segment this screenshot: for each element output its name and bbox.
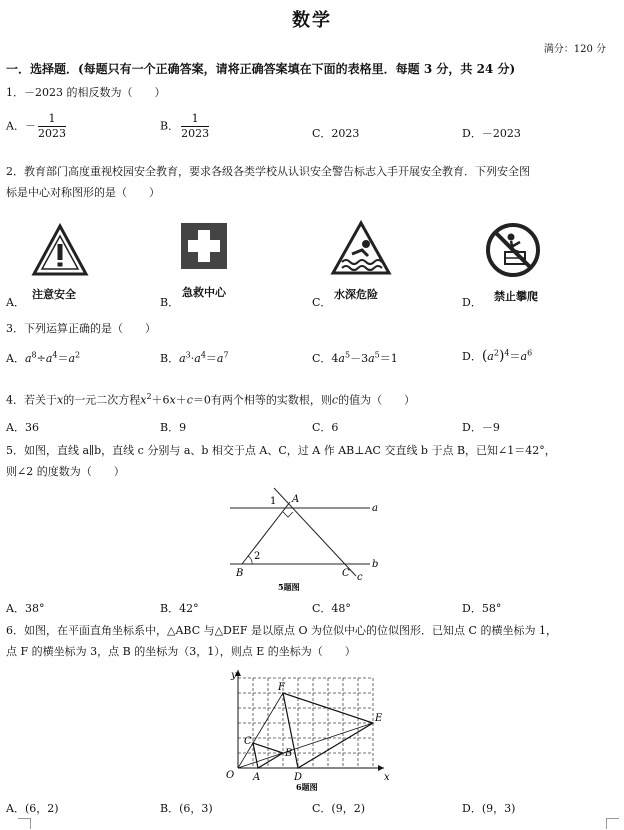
q1-option-b bbox=[160, 112, 209, 141]
q5-figure-caption: 5题图 bbox=[278, 582, 300, 592]
q6-option-a: A．(6，2) bbox=[6, 802, 59, 815]
q1-a-num: 1 bbox=[38, 112, 66, 127]
q3-option-a: A．$a^8\div a^4=a^2$ bbox=[6, 350, 81, 365]
first-aid-sign-icon bbox=[180, 222, 228, 270]
q6-option-d: D．(9，3) bbox=[462, 802, 516, 815]
q6-fig-point-e: E bbox=[375, 713, 383, 724]
q5-option-a: A．38° bbox=[6, 602, 45, 615]
caution-sign-icon bbox=[30, 222, 90, 278]
q1-option-c: C．2023 bbox=[312, 127, 360, 140]
q2-d-label: D． bbox=[462, 296, 482, 309]
no-climbing-sign-icon bbox=[485, 222, 541, 278]
q4-option-a: A．36 bbox=[6, 421, 39, 434]
section-heading: 一．选择题．(每题只有一个正确答案，请将正确答案填在下面的表格里．每题 3 分，共 24 分) bbox=[6, 62, 516, 76]
q6-option-c: C．(9，2) bbox=[312, 802, 365, 815]
q1-a-fraction bbox=[38, 112, 66, 141]
q4-option-b: B．9 bbox=[160, 421, 187, 434]
q3-option-b: B．$a^3\cdot a^4=a^7$ bbox=[160, 350, 229, 365]
q5-option-c: C．48° bbox=[312, 602, 351, 615]
q3-a-label: A． bbox=[6, 352, 25, 365]
q2-stem-line2: 标是中心对称图形的是（ ） bbox=[6, 186, 160, 199]
q5-option-d: D．58° bbox=[462, 602, 502, 615]
q1-a-prefix: － bbox=[24, 119, 36, 133]
q3-b-label: B． bbox=[160, 352, 180, 365]
q5-fig-point-c: C bbox=[342, 568, 350, 579]
q1-b-label: B． bbox=[160, 119, 180, 133]
q5-figure bbox=[220, 486, 390, 594]
q4-stem-b: 的一元二次方程 bbox=[63, 393, 141, 407]
q2-stem-line1: 2．教育部门高度重视校园安全教育，要求各级各类学校从认识安全警告标志入手开展安全教育．下列安全图 bbox=[6, 165, 530, 178]
q6-option-b: B．(6，3) bbox=[160, 802, 213, 815]
q2-b-label: B． bbox=[160, 296, 180, 309]
q4-stem-d: 的值为（ ） bbox=[338, 393, 416, 407]
q5-option-b: B．42° bbox=[160, 602, 199, 615]
q6-figure-caption: 6题图 bbox=[296, 782, 318, 792]
q5-stem-line1: 5．如图，直线 a∥b，直线 c 分别与 a、b 相交于点 A、C，过 A 作 AB⊥AC 交直线 b 于点 B，已知∠1＝42°， bbox=[6, 444, 556, 457]
q4-option-d: D．－9 bbox=[462, 421, 500, 434]
q6-stem-line1: 6．如图，在平面直角坐标系中，△ABC 与△DEF 是以原点 O 为位似中心的位似图形．已知点 C 的横坐标为 1， bbox=[6, 624, 557, 637]
q5-fig-angle-2: 2 bbox=[254, 551, 261, 562]
q5-fig-line-a: a bbox=[372, 503, 378, 514]
q5-fig-point-a: A bbox=[292, 494, 300, 505]
q3-option-c: C．$4a^5-3a^5=1$ bbox=[312, 350, 398, 365]
q1-b-fraction bbox=[181, 112, 209, 141]
deep-water-sign-icon bbox=[330, 220, 392, 276]
q6-fig-point-a: A bbox=[253, 772, 261, 783]
q4-option-c: C．6 bbox=[312, 421, 339, 434]
q4-stem-c: 有两个相等的实数根，则 bbox=[210, 393, 332, 407]
q2-d-caption: 禁止攀爬 bbox=[494, 290, 538, 303]
full-score: 满分：120 分 bbox=[543, 44, 606, 55]
q4-stem: 4．若关于x的一元二次方程$x^2+6x+c=0$有两个相等的实数根，则c的值为（ ） bbox=[6, 392, 416, 407]
q1-option-a bbox=[6, 112, 66, 141]
q3-stem: 3．下列运算正确的是（ ） bbox=[6, 322, 156, 335]
q2-b-caption: 急救中心 bbox=[182, 286, 226, 299]
page-title: 数学 bbox=[292, 10, 332, 31]
q1-b-den: 2023 bbox=[181, 127, 210, 140]
q6-fig-point-c: C bbox=[244, 736, 252, 747]
q6-fig-origin: O bbox=[226, 770, 235, 781]
q4-stem-a: 4．若关于 bbox=[6, 393, 57, 407]
q6-fig-point-d: D bbox=[294, 772, 303, 783]
q6-fig-axis-y: y bbox=[231, 670, 237, 681]
q5-fig-line-b: b bbox=[372, 559, 379, 570]
q3-c-label: C． bbox=[312, 352, 332, 365]
q5-fig-line-c: c bbox=[357, 572, 363, 583]
q1-a-label: A． bbox=[6, 119, 25, 133]
q2-c-label: C． bbox=[312, 296, 332, 309]
q3-d-label: D． bbox=[462, 350, 482, 363]
q1-option-d: D．－2023 bbox=[462, 127, 521, 140]
q5-fig-angle-1: 1 bbox=[270, 496, 277, 507]
crop-mark-left bbox=[18, 818, 31, 829]
q5-stem-line2: 则∠2 的度数为（ ） bbox=[6, 465, 125, 478]
q5-fig-point-b: B bbox=[236, 568, 244, 579]
crop-mark-right bbox=[606, 818, 619, 829]
q2-a-caption: 注意安全 bbox=[32, 288, 76, 301]
q2-c-caption: 水深危险 bbox=[334, 288, 378, 301]
q1-a-den: 2023 bbox=[37, 127, 66, 140]
q6-fig-point-b: B bbox=[285, 748, 293, 759]
q1-b-num: 1 bbox=[181, 112, 209, 127]
q1-stem: 1．－2023 的相反数为（ ） bbox=[6, 86, 166, 99]
q6-figure bbox=[218, 664, 394, 794]
q6-stem-line2: 点 F 的横坐标为 3，点 B 的坐标为（3，1），则点 E 的坐标为（ ） bbox=[6, 645, 356, 658]
q3-option-d: D．$(a^2)^4=a^6$ bbox=[462, 348, 533, 364]
q2-a-label: A． bbox=[6, 296, 25, 309]
q6-fig-point-f: F bbox=[278, 682, 285, 693]
q6-fig-axis-x: x bbox=[384, 772, 390, 783]
